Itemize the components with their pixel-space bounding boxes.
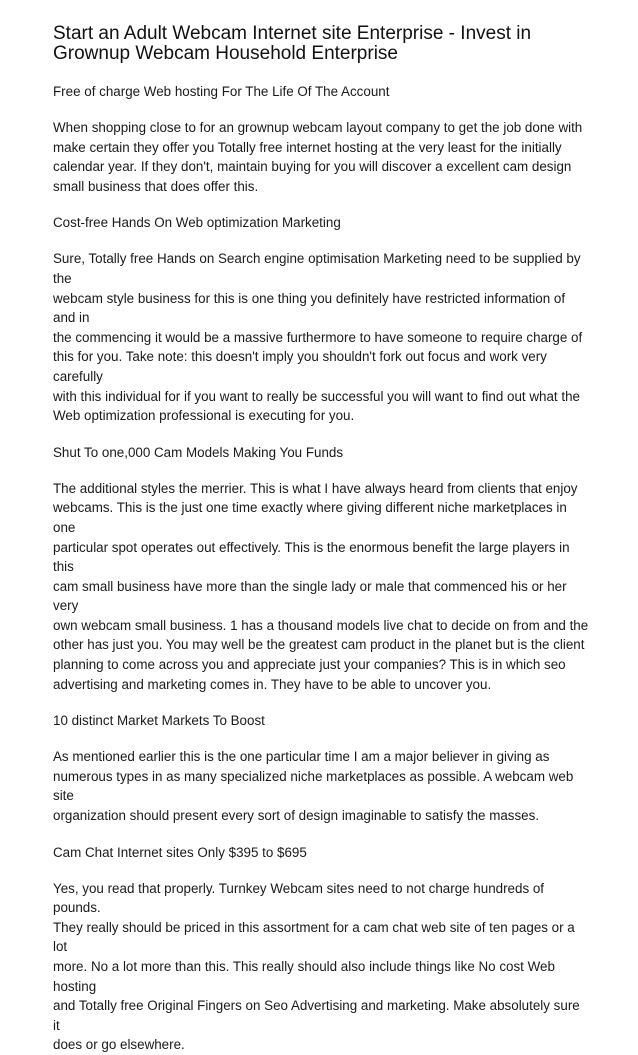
- paragraph-line: webcam style business for this is one thing you definitely have restricted information of and in: [53, 290, 566, 326]
- section-paragraph: [53, 479, 589, 695]
- paragraph-line: make certain they offer you Totally free internet hosting at the very least for the initially: [53, 139, 562, 155]
- section-paragraph: [53, 747, 589, 825]
- paragraph-line: Web optimization professional is executing for you.: [53, 408, 355, 424]
- paragraph-line: this for you. Take note: this doesn't imply you shouldn't fork out focus and work very carefully: [53, 349, 547, 384]
- section: [53, 443, 589, 695]
- paragraph-line: webcams. This is the just one time exactly where giving different niche marketplaces in one: [53, 500, 567, 535]
- section-heading: Free of charge Web hosting For The Life Of The Account: [53, 84, 390, 99]
- section-heading: Cam Chat Internet sites Only $395 to $695: [53, 844, 307, 860]
- document-page: [53, 24, 589, 1055]
- section-heading: Cost-free Hands On Web optimization Marketing: [53, 215, 341, 231]
- paragraph-line: Yes, you read that properly. Turnkey Webcam sites need to not charge hundreds of pounds.: [53, 880, 545, 916]
- paragraph-line: numerous types in as many specialized niche marketplaces as possible. A webcam web site: [53, 768, 574, 804]
- paragraph-line: particular spot operates out effectively. This is the enormous benefit the large players in this: [53, 539, 570, 575]
- paragraph-line: They really should be priced in this assortment for a cam chat web site of ten pages or a lot: [53, 919, 575, 955]
- paragraph-line: As mentioned earlier this is the one particular time I am a major believer in giving as: [53, 749, 550, 765]
- paragraph-line: and Totally free Original Fingers on Seo Advertising and marketing. Make absolutely sure it: [53, 998, 580, 1033]
- paragraph-line: other has just you. You may well be the greatest cam product in the planet but is the client: [53, 637, 585, 653]
- section: [53, 843, 589, 1055]
- paragraph-line: advertising and marketing comes in. They have to be able to uncover you.: [53, 676, 492, 692]
- paragraph-line: organization should present every sort of design imaginable to satisfy the masses.: [53, 808, 540, 824]
- section: [53, 82, 589, 196]
- section-paragraph: [53, 249, 589, 425]
- section: [53, 213, 589, 425]
- section-heading: Shut To one,000 Cam Models Making You Funds: [53, 444, 344, 460]
- paragraph-line: The additional styles the merrier. This is what I have always heard from clients that enjoy: [53, 480, 578, 496]
- paragraph-line: with this individual for if you want to really be successful you will want to find out what the: [53, 388, 580, 404]
- paragraph-line: the commencing it would be a massive furthermore to have someone to require charge of: [53, 329, 583, 345]
- title-line: Grownup Webcam Household Enterprise: [53, 43, 398, 64]
- paragraph-line: calendar year. If they don't, maintain buying for you will discover a excellent cam design: [53, 159, 572, 175]
- paragraph-line: more. No a lot more than this. This really should also include things like No cost Web hosting: [53, 959, 555, 994]
- title-line: Start an Adult Webcam Internet site Enterprise - Invest in: [53, 23, 532, 44]
- section-heading: 10 distinct Market Markets To Boost: [53, 713, 265, 729]
- section-paragraph: [53, 118, 589, 196]
- paragraph-line: When shopping close to for an grownup webcam layout company to get the job done with: [53, 120, 583, 135]
- paragraph-line: does or go elsewhere.: [53, 1037, 185, 1053]
- paragraph-line: planning to come across you and appreciate just your companies? This is in which seo: [53, 657, 566, 673]
- section: [53, 711, 589, 825]
- paragraph-line: cam small business have more than the single lady or male that commenced his or her very: [53, 578, 567, 614]
- paragraph-line: Sure, Totally free Hands on Search engine optimisation Marketing need to be supplied by the: [53, 251, 581, 286]
- section-paragraph: [53, 879, 589, 1055]
- paragraph-line: own webcam small business. 1 has a thousand models live chat to decide on from and the: [53, 617, 589, 633]
- paragraph-line: small business that does offer this.: [53, 178, 259, 194]
- page-title: [53, 24, 589, 64]
